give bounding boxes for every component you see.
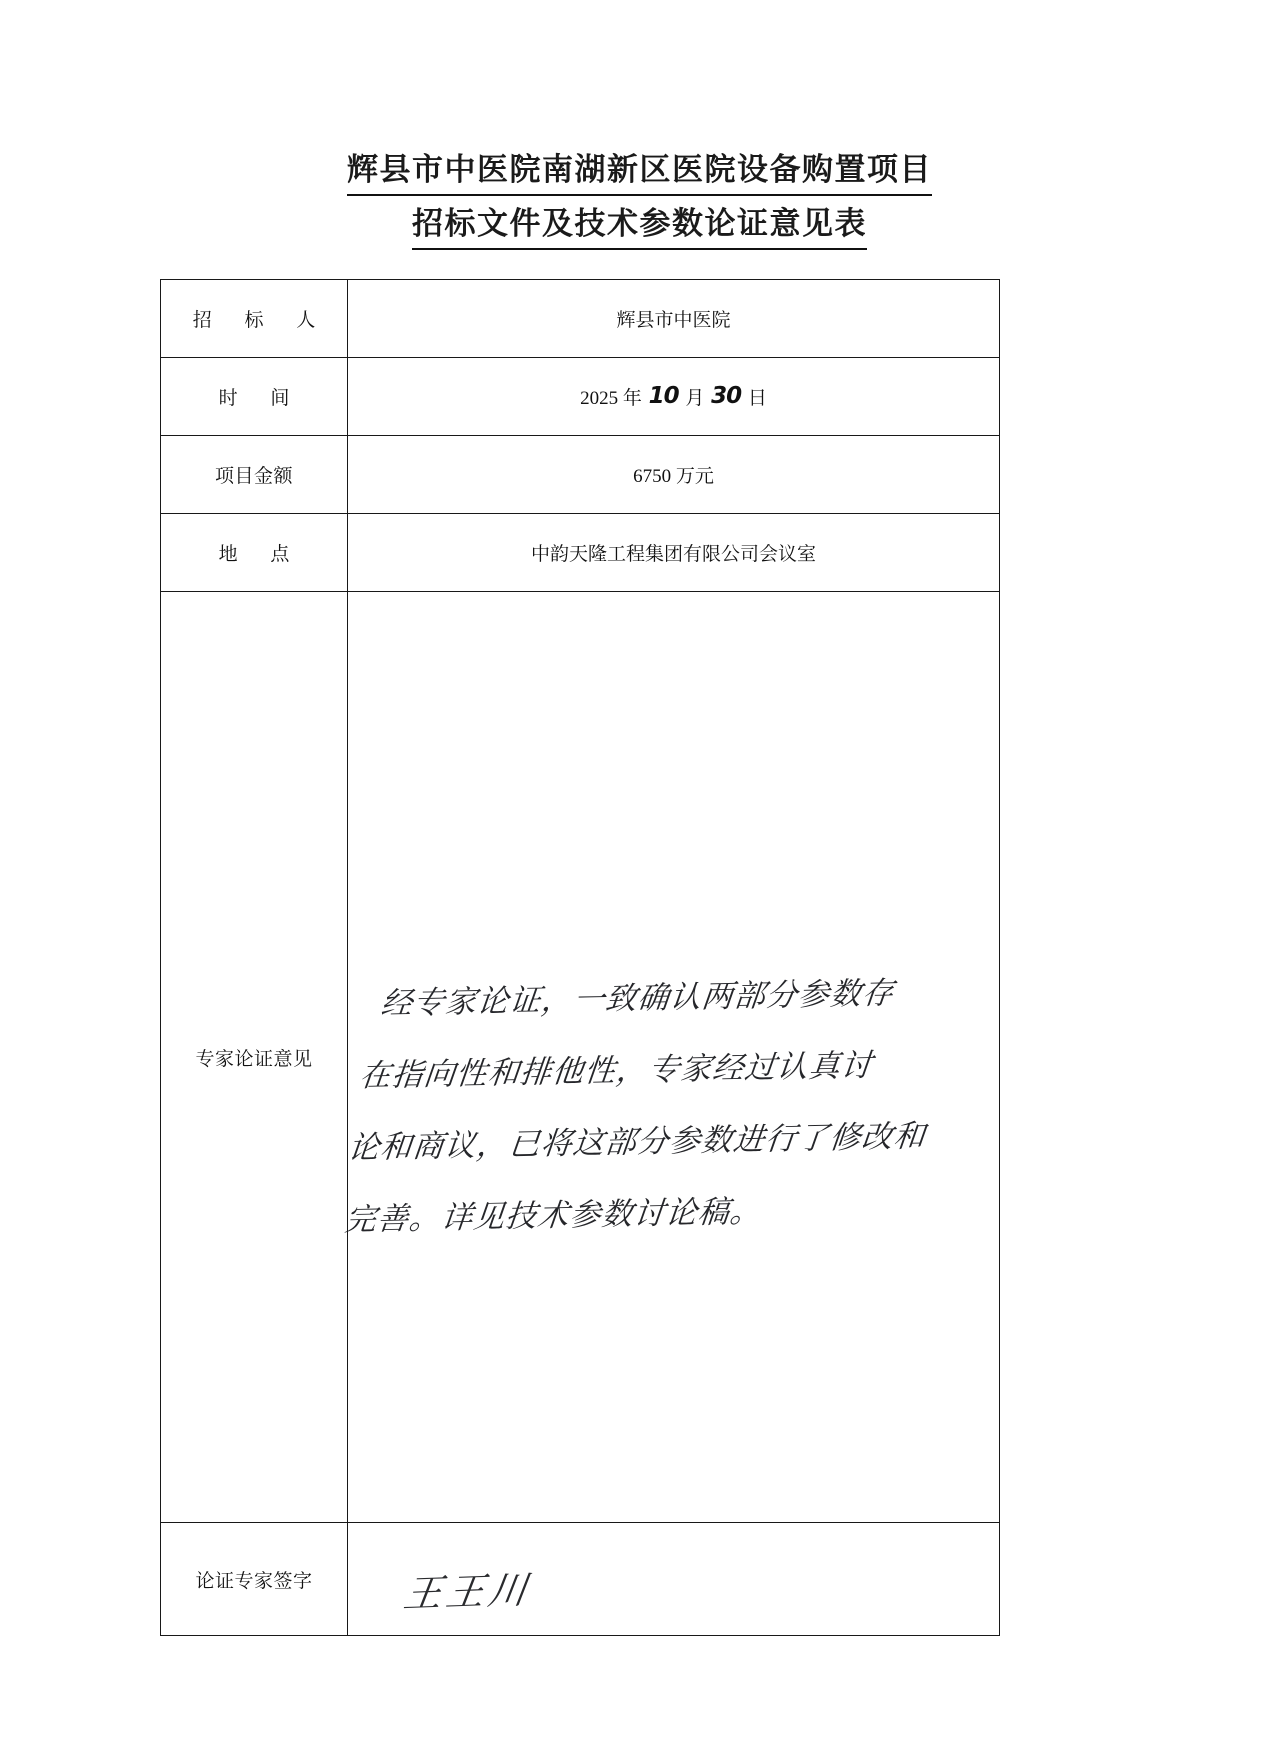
handwritten-line-3: 论和商议，已将这部分参数进行了修改和 (346, 1118, 928, 1167)
table-row-signature (161, 1523, 1000, 1636)
date-month-unit: 月 (685, 388, 705, 409)
row-label-time (161, 358, 348, 436)
row-label-text: 项目金额 (214, 466, 293, 487)
table-row (161, 280, 1000, 358)
date-year: 2025 年 (580, 388, 642, 409)
table-row (161, 358, 1000, 436)
row-label-text: 专家论证意见 (195, 1048, 313, 1070)
row-label-text: 地 点 (218, 544, 304, 565)
row-label-text: 招 标 人 (192, 310, 330, 331)
row-label-opinion (161, 592, 348, 1523)
opinion-content-cell (343, 592, 1000, 1523)
handwritten-line-4: 完善。详见技术参数讨论稿。 (343, 1193, 764, 1239)
row-label-location (161, 514, 348, 592)
row-label-bidder (161, 280, 348, 358)
expert-signature: 王王川 (400, 1567, 534, 1616)
signature-cell (348, 1523, 1000, 1636)
row-value-bidder: 辉县市中医院 (348, 280, 1000, 358)
handwritten-line-2: 在指向性和排他性，专家经过认真讨 (357, 1047, 875, 1095)
row-label-signature (161, 1523, 348, 1636)
table-row (161, 514, 1000, 592)
handwritten-line-1: 经专家论证，一致确认两部分参数存 (379, 975, 897, 1022)
row-label-text: 时 间 (218, 388, 304, 409)
date-month-handwritten: 10 (648, 383, 679, 409)
date-day-unit: 日 (747, 388, 767, 409)
row-value-amount: 6750 万元 (348, 436, 1000, 514)
opinion-form-table (160, 279, 1000, 1636)
row-value-time (348, 358, 1000, 436)
row-label-amount (161, 436, 348, 514)
title-line-1: 辉县市中医院南湖新区医院设备购置项目 (347, 148, 932, 196)
title-line-2: 招标文件及技术参数论证意见表 (412, 202, 867, 250)
table-row-opinion (161, 592, 1000, 1523)
row-label-text: 论证专家签字 (195, 1570, 313, 1592)
row-value-location: 中韵天隆工程集团有限公司会议室 (348, 514, 1000, 592)
document-title (0, 148, 1279, 256)
date-day-handwritten: 30 (711, 383, 742, 409)
handwritten-opinion (307, 843, 1000, 1257)
table-row (161, 436, 1000, 514)
